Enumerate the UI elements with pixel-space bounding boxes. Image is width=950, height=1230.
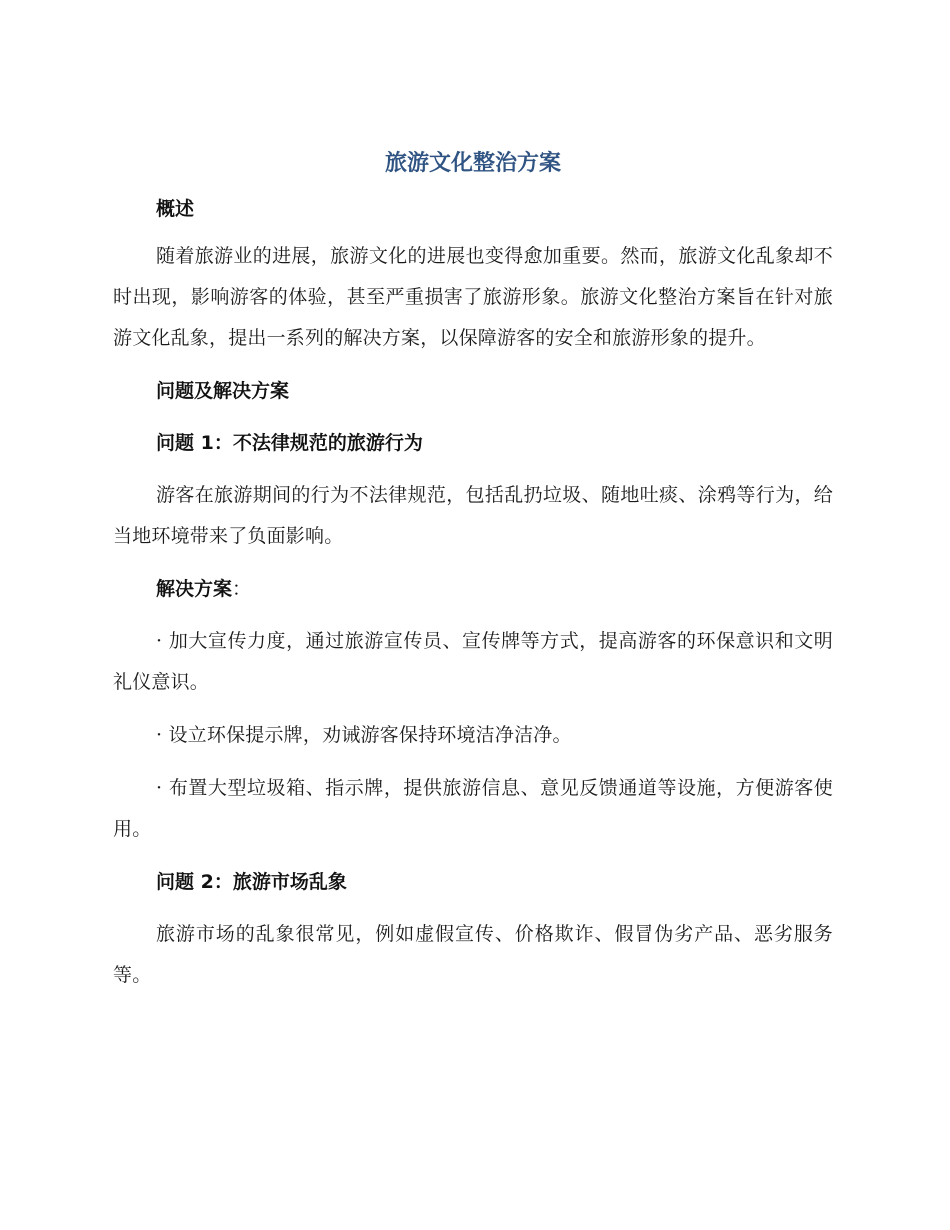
solution-heading-colon: ： bbox=[232, 578, 252, 600]
solution-item-3: · 布置大型垃圾箱、指示牌，提供旅游信息、意见反馈通道等设施，方便游客使用。 bbox=[113, 777, 833, 840]
overview-paragraph: 随着旅游业的进展，旅游文化的进展也变得愈加重要。然而，旅游文化乱象却不时出现，影响游客的体验，甚至严重损害了旅游形象。旅游文化整治方案旨在针对旅游文化乱象，提出一系列的解决方案，以保障游客的安全和旅游形象的提升。 bbox=[113, 245, 833, 349]
overview-heading: 概述 bbox=[156, 198, 195, 220]
solution-item-2: · 设立环保提示牌，劝诫游客保持环境洁净洁净。 bbox=[156, 724, 572, 746]
document-title: 旅游文化整治方案 bbox=[384, 151, 561, 176]
problem-2-paragraph: 旅游市场的乱象很常见，例如虚假宣传、价格欺诈、假冒伪劣产品、恶劣服务等。 bbox=[113, 923, 833, 986]
problems-solutions-heading: 问题及解决方案 bbox=[156, 380, 290, 402]
problem-1-paragraph: 游客在旅游期间的行为不法律规范，包括乱扔垃圾、随地吐痰、涂鸦等行为，给当地环境带来了负面影响。 bbox=[113, 484, 833, 547]
solution-heading-label: 解决方案 bbox=[156, 578, 233, 600]
problem-1-heading: 问题 1：不法律规范的旅游行为 bbox=[156, 432, 423, 454]
solution-item-1: · 加大宣传力度，通过旅游宣传员、宣传牌等方式，提高游客的环保意识和文明礼仪意识。 bbox=[113, 630, 833, 693]
solution-heading bbox=[113, 569, 833, 609]
document-body bbox=[113, 142, 833, 1008]
problem-2-heading: 问题 2：旅游市场乱象 bbox=[156, 871, 347, 893]
